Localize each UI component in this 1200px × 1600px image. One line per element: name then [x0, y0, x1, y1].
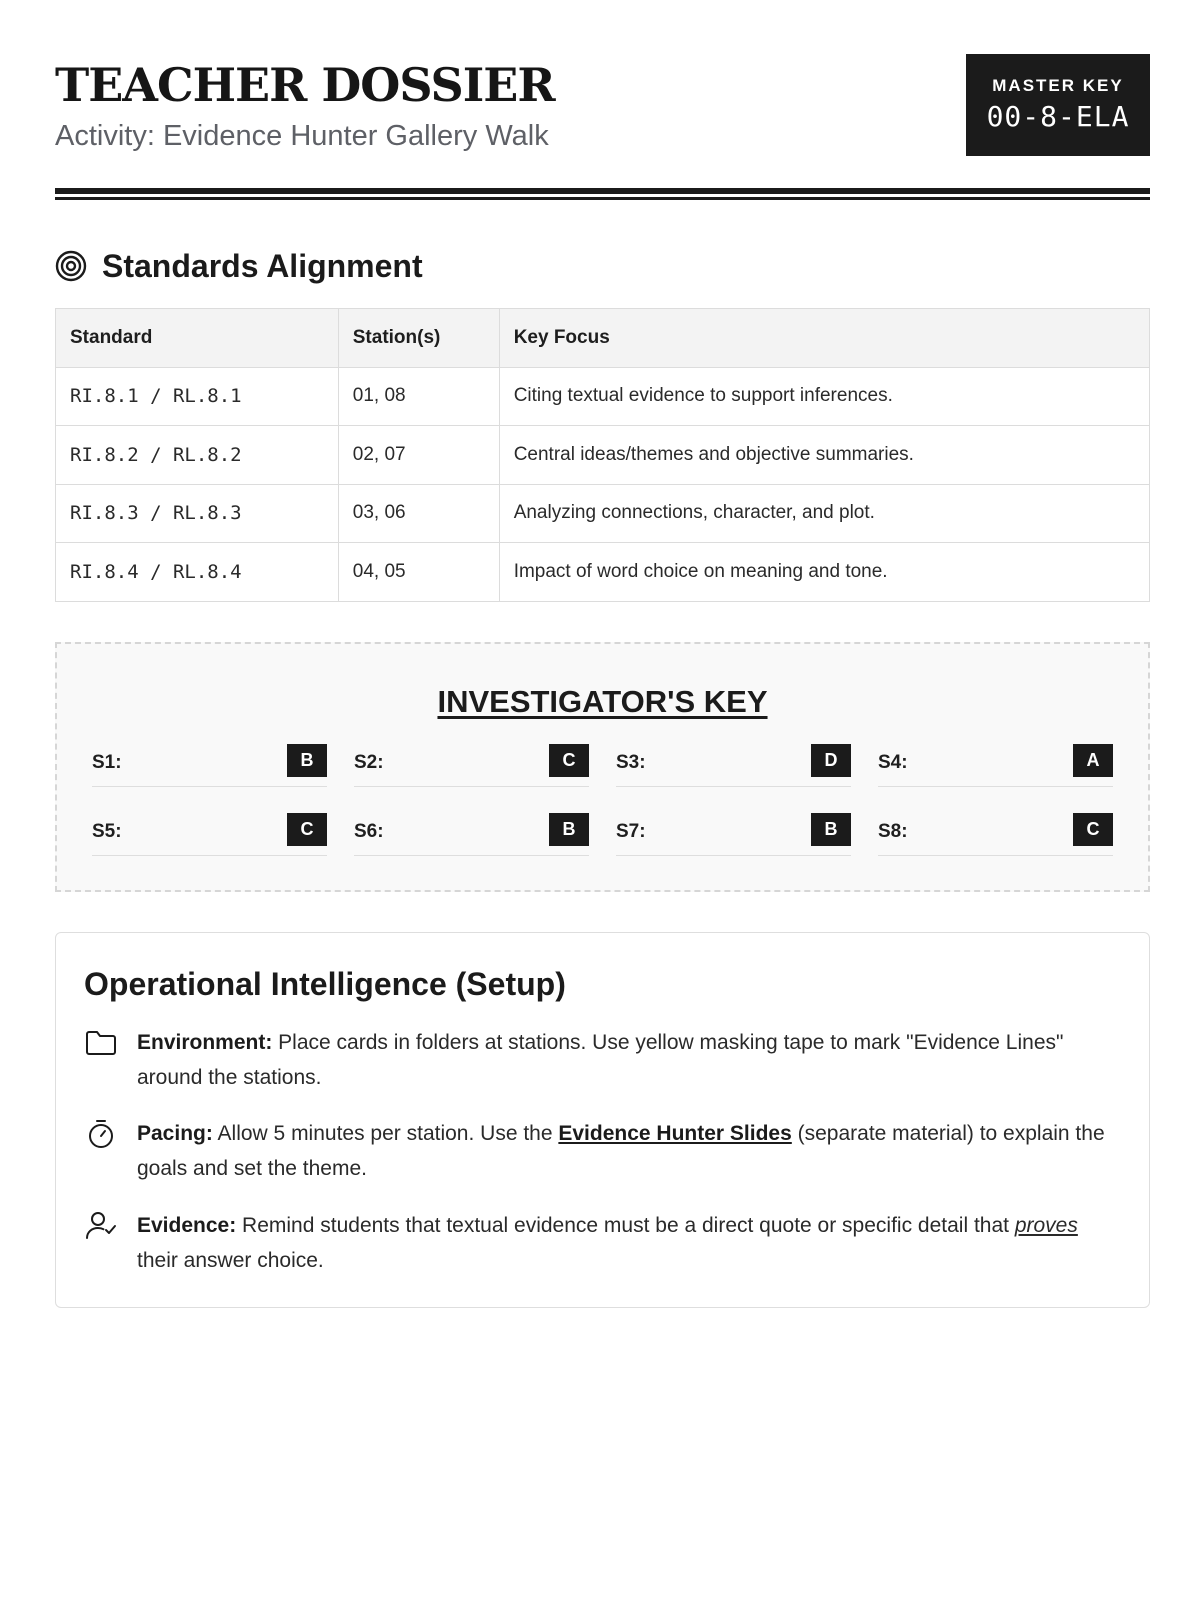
- key-item: [354, 813, 589, 856]
- station-label: S8:: [878, 821, 908, 842]
- key-item: [354, 744, 589, 787]
- ops-title: Operational Intelligence (Setup): [84, 966, 566, 1002]
- station-label: S3:: [616, 752, 646, 773]
- evidence-emphasis: proves: [1014, 1214, 1078, 1237]
- answer-badge: A: [1073, 744, 1113, 777]
- pacing-text: [137, 1116, 1124, 1186]
- table-row: [56, 543, 1150, 602]
- station-label: S2:: [354, 752, 384, 773]
- activity-subtitle: Activity: Evidence Hunter Gallery Walk: [55, 120, 549, 152]
- column-header-focus: Key Focus: [499, 309, 1149, 368]
- focus-cell: Citing textual evidence to support inferences.: [499, 367, 1149, 426]
- table-row: [56, 367, 1150, 426]
- stations-cell: 02, 07: [338, 426, 499, 485]
- answer-badge: C: [549, 744, 589, 777]
- teacher-dossier-page: [55, 0, 1150, 1272]
- column-header-stations: Station(s): [338, 309, 499, 368]
- evidence-body-end: their answer choice.: [137, 1249, 324, 1272]
- user-check-icon: [84, 1209, 118, 1243]
- header: [55, 0, 1150, 200]
- standard-cell: RI.8.3 / RL.8.3: [56, 484, 339, 543]
- target-icon: [55, 250, 87, 282]
- table-header-row: [56, 309, 1150, 368]
- focus-cell: Analyzing connections, character, and plot.: [499, 484, 1149, 543]
- key-item: [92, 813, 327, 856]
- evidence-hunter-slides-link[interactable]: Evidence Hunter Slides: [558, 1122, 792, 1145]
- standard-cell: RI.8.2 / RL.8.2: [56, 426, 339, 485]
- key-title: INVESTIGATOR'S KEY: [437, 684, 768, 719]
- master-key-badge: [966, 54, 1150, 156]
- pacing-label: Pacing:: [137, 1122, 213, 1145]
- evidence-text: [137, 1208, 1124, 1278]
- focus-cell: Central ideas/themes and objective summaries.: [499, 426, 1149, 485]
- answer-badge: D: [811, 744, 851, 777]
- answer-badge: B: [549, 813, 589, 846]
- evidence-body-start: Remind students that textual evidence must be a direct quote or specific detail that: [236, 1214, 1015, 1237]
- standards-table: [55, 308, 1150, 602]
- station-label: S1:: [92, 752, 122, 773]
- answer-badge: C: [287, 813, 327, 846]
- standards-heading: [55, 246, 423, 286]
- column-header-standard: Standard: [56, 309, 339, 368]
- evidence-label: Evidence:: [137, 1214, 237, 1237]
- key-item: [878, 744, 1113, 787]
- master-key-label: MASTER KEY: [992, 76, 1124, 95]
- environment-text: [137, 1025, 1124, 1095]
- header-divider-thick: [55, 188, 1150, 194]
- stations-cell: 03, 06: [338, 484, 499, 543]
- environment-item: [84, 1025, 1124, 1095]
- station-label: S6:: [354, 821, 384, 842]
- key-grid: [92, 744, 1114, 856]
- standard-cell: RI.8.4 / RL.8.4: [56, 543, 339, 602]
- focus-cell: Impact of word choice on meaning and tone.: [499, 543, 1149, 602]
- answer-badge: B: [287, 744, 327, 777]
- master-key-code: 00-8-ELA: [986, 100, 1130, 133]
- stopwatch-icon: [84, 1117, 118, 1151]
- evidence-item: [84, 1208, 1124, 1278]
- investigators-key-box: [55, 642, 1150, 892]
- answer-badge: B: [811, 813, 851, 846]
- key-item: [878, 813, 1113, 856]
- operational-intelligence-card: [55, 932, 1150, 1308]
- standard-cell: RI.8.1 / RL.8.1: [56, 367, 339, 426]
- environment-label: Environment:: [137, 1031, 273, 1054]
- table-row: [56, 484, 1150, 543]
- key-item: [616, 813, 851, 856]
- station-label: S7:: [616, 821, 646, 842]
- answer-badge: C: [1073, 813, 1113, 846]
- folder-icon: [84, 1026, 118, 1060]
- pacing-body-start: Allow 5 minutes per station. Use the: [212, 1122, 559, 1145]
- pacing-body-end: (separate material) to explain the goals and set the theme.: [137, 1122, 1105, 1180]
- stations-cell: 04, 05: [338, 543, 499, 602]
- table-row: [56, 426, 1150, 485]
- key-item: [92, 744, 327, 787]
- standards-heading-text: Standards Alignment: [102, 247, 423, 284]
- pacing-item: [84, 1116, 1124, 1186]
- key-item: [616, 744, 851, 787]
- station-label: S5:: [92, 821, 122, 842]
- header-divider-thin: [55, 197, 1150, 200]
- station-label: S4:: [878, 752, 908, 773]
- stations-cell: 01, 08: [338, 367, 499, 426]
- page-title: TEACHER DOSSIER: [55, 58, 555, 112]
- environment-body: Place cards in folders at stations. Use yellow masking tape to mark "Evidence Lines" around the stations.: [137, 1031, 1064, 1089]
